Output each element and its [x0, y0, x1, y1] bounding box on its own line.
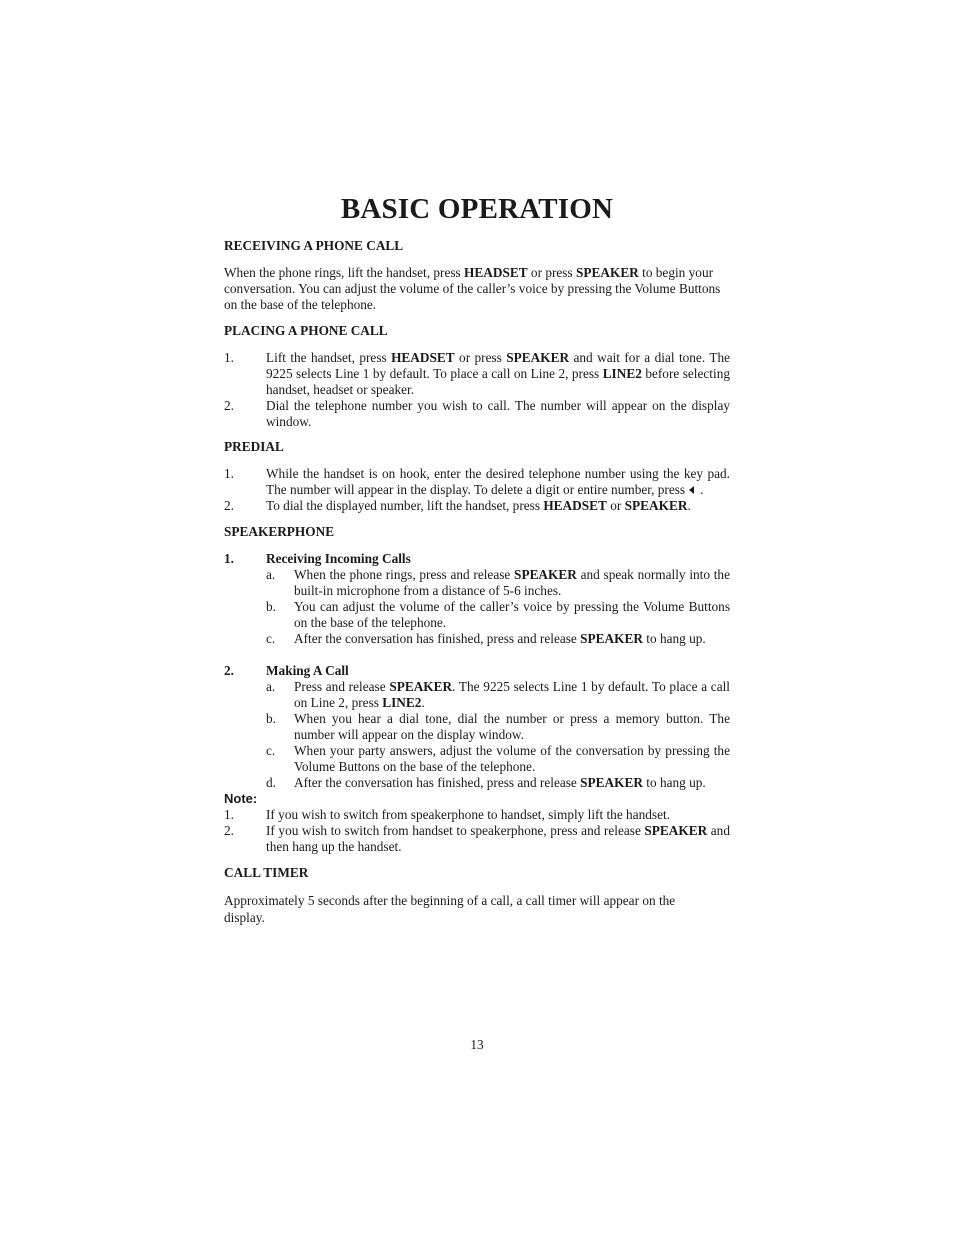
left-triangle-icon	[689, 486, 694, 494]
predial-item-2: 2. To dial the displayed number, lift the handset, press HEADSET or SPEAKER.	[224, 498, 691, 513]
heading-receiving: RECEIVING A PHONE CALL	[224, 238, 404, 253]
page-title: BASIC OPERATION	[340, 193, 614, 225]
speaker-2a: a. Press and release SPEAKER. The 9225 selects Line 1 by default. To place a call on Line 2, press LINE2.	[266, 679, 730, 710]
speaker-section-2-title: 2. Making A Call	[224, 663, 349, 678]
heading-calltimer: CALL TIMER	[224, 865, 309, 880]
speaker-2b: b. When you hear a dial tone, dial the number or press a memory button. The number will appear on the display window.	[266, 711, 730, 742]
speaker-1b: b. You can adjust the volume of the caller’s voice by pressing the Volume Buttons on the base of the telephone.	[266, 599, 730, 630]
speaker-2c: c. When your party answers, adjust the volume of the conversation by pressing the Volume Buttons on the base of the telephone.	[266, 743, 730, 774]
note-item-2: 2. If you wish to switch from handset to speakerphone, press and release SPEAKER and then hang up the handset.	[224, 823, 730, 854]
speaker-section-1-title: 1. Receiving Incoming Calls	[224, 551, 411, 566]
predial-item-1: 1. While the handset is on hook, enter the desired telephone number using the key pad. The number will appear in the display. To delete a digit or entire number, press .	[224, 466, 730, 497]
speaker-2d: d. After the conversation has finished, press and release SPEAKER to hang up.	[266, 775, 706, 790]
note-label: Note:	[224, 791, 258, 806]
document-body	[224, 238, 730, 926]
placing-item-1: 1. Lift the handset, press HEADSET or press SPEAKER and wait for a dial tone. The 9225 selects Line 1 by default. To place a call on Line 2, press LINE2 before selecting handset, headset or speaker.	[224, 350, 730, 397]
placing-item-2: 2. Dial the telephone number you wish to call. The number will appear on the display window.	[224, 398, 730, 429]
speaker-1c: c. After the conversation has finished, press and release SPEAKER to hang up.	[266, 631, 706, 646]
receiving-paragraph: When the phone rings, lift the handset, press HEADSET or press SPEAKER to begin your conversation. You can adjust the volume of the caller’s voice by pressing the Volume Buttons on the base of the telephone.	[224, 265, 721, 312]
speaker-1a: a. When the phone rings, press and release SPEAKER and speak normally into the built-in microphone from a distance of 5-6 inches.	[266, 567, 730, 598]
heading-placing: PLACING A PHONE CALL	[224, 323, 388, 338]
heading-predial: PREDIAL	[224, 439, 284, 454]
heading-speakerphone: SPEAKERPHONE	[224, 524, 335, 539]
page-number: 13	[470, 1037, 484, 1052]
calltimer-paragraph: Approximately 5 seconds after the beginning of a call, a call timer will appear on the display.	[224, 893, 676, 925]
note-item-1: 1. If you wish to switch from speakerphone to handset, simply lift the handset.	[224, 807, 671, 822]
